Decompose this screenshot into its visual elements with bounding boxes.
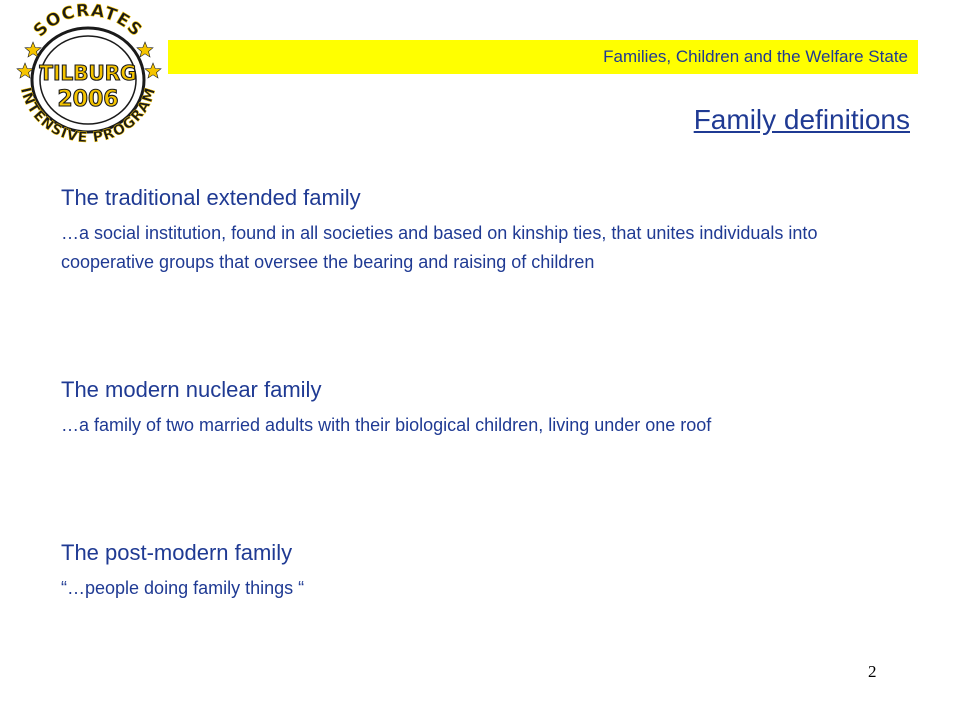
section-traditional-family: [61, 185, 851, 277]
section-text: “…people doing family things “: [61, 578, 305, 598]
page-number: 2: [868, 662, 877, 681]
section-text: …a social institution, found in all societies and based on kinship ties, that unites individuals into cooperative groups that oversee the bearing and raising of children: [61, 223, 818, 272]
slide-title: Family definitions: [693, 104, 910, 135]
logo-city: TILBURG: [39, 61, 137, 85]
logo-top-text: SOCRATES: [29, 2, 147, 42]
section-heading: The traditional extended family: [61, 185, 361, 210]
star-icon: [137, 42, 153, 57]
header-bar: [168, 40, 918, 74]
section-text: …a family of two married adults with their biological children, living under one roof: [61, 415, 712, 435]
section-heading: The post-modern family: [61, 540, 293, 565]
section-heading: The modern nuclear family: [61, 377, 322, 402]
logo-year: 2006: [57, 87, 119, 112]
star-icon: [145, 63, 161, 78]
section-nuclear-family: [61, 377, 851, 440]
star-icon: [17, 63, 33, 78]
section-postmodern-family: [61, 540, 851, 603]
socrates-tilburg-logo: [2, 2, 174, 162]
logo-bottom-text: INTENSIVE PROGRAM: [16, 85, 160, 147]
header-title: Families, Children and the Welfare State: [603, 47, 908, 66]
